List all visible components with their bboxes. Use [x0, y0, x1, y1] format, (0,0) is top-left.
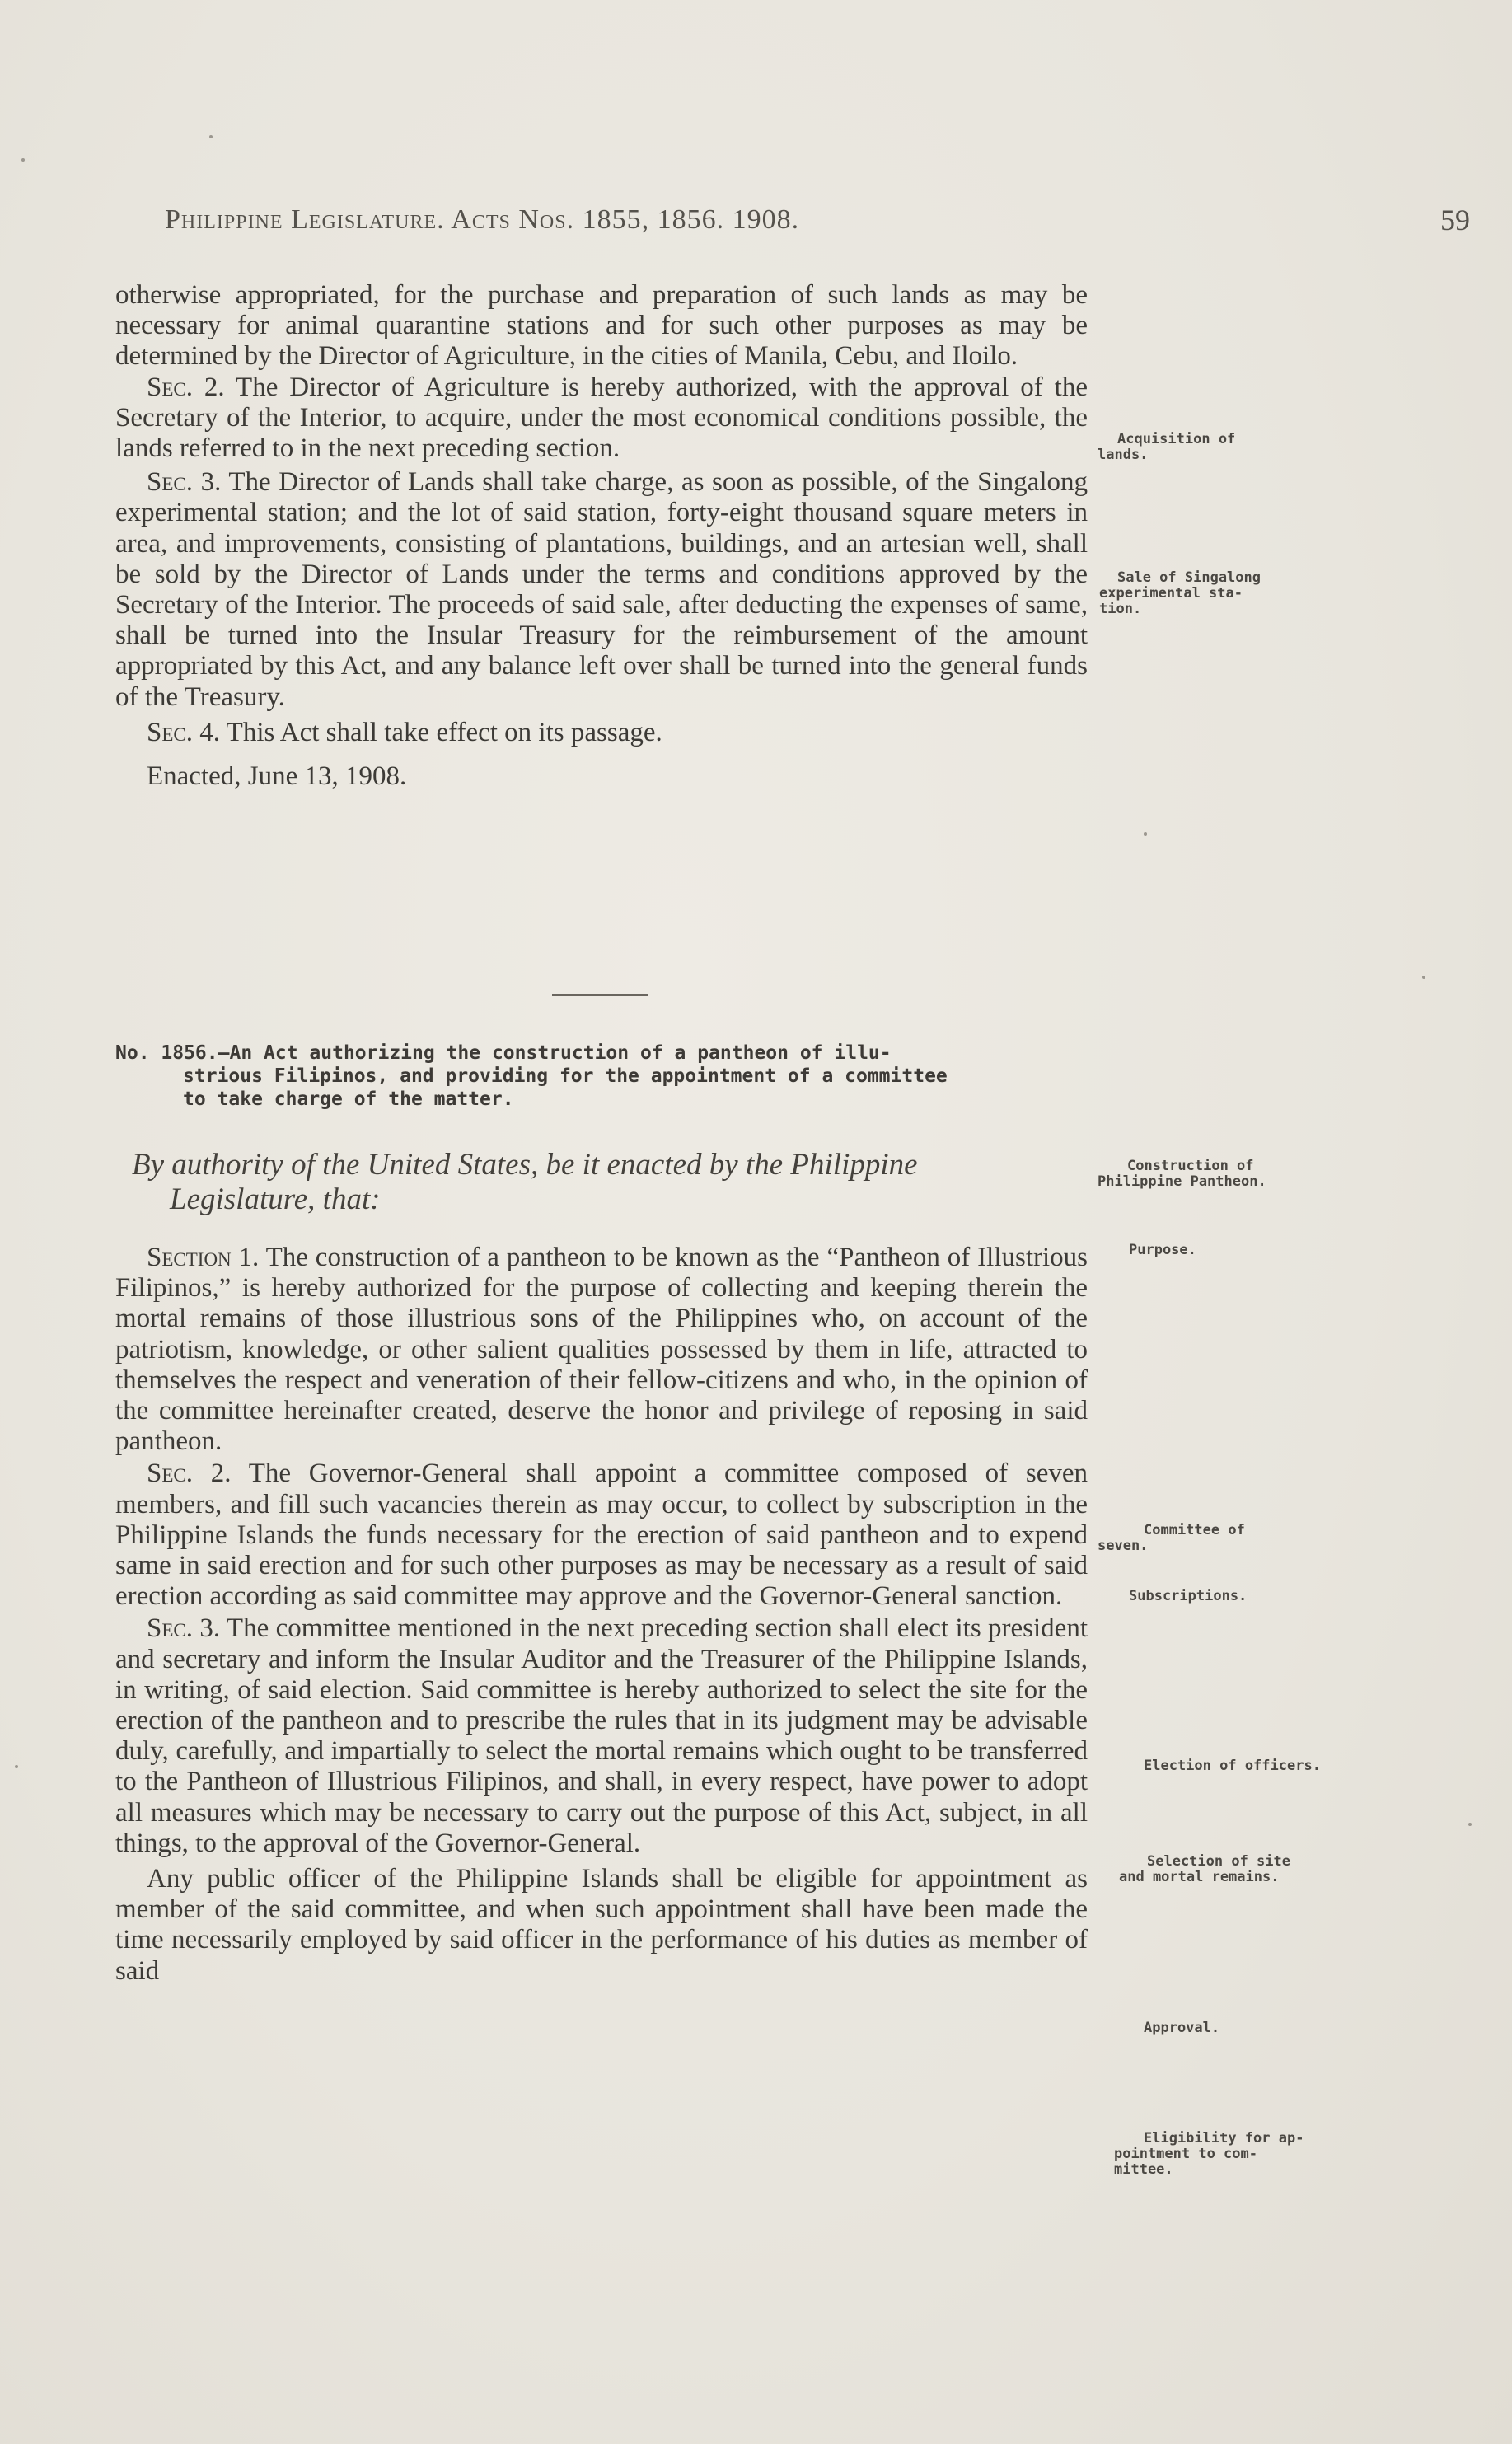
margin-note-line: Acquisition of [1117, 431, 1236, 447]
margin-note-sale [1099, 570, 1261, 617]
act-title-line: No. 1856.—An Act authorizing the construction of a pantheon of illu- [115, 1042, 892, 1064]
act-1855-section-3 [115, 467, 1088, 713]
margin-note-approval: Approval. [1144, 2020, 1220, 2036]
margin-note-line: Selection of site [1147, 1853, 1290, 1870]
act-1856-title [115, 1042, 1084, 1111]
section-label: Sec. 3. [147, 1613, 221, 1644]
margin-note-eligibility [1114, 2131, 1304, 2178]
section-text: The construction of a pantheon to be known as the “Pantheon of Illustrious Filipinos,” is hereby authorized for the purpose of collecting and keeping therein the mortal remains of those illustrious sons of the Philippines who, on account of the patriotism, knowledge, or other salient qualities possessed by them in life, attracted to themselves the respect and veneration of their fellow-citizens and who, in the opinion of the committee hereinafter created, deserve the honor and privilege of reposing in said pantheon. [115, 1243, 1088, 1457]
act-1856-section-2 [115, 1458, 1088, 1612]
continuation-paragraph: otherwise appropriated, for the purchase and preparation of such lands as may be necessary for animal quarantine stations and for such other purposes as may be determined by the Director of Agriculture, in the cities of Manila, Cebu, and Iloilo. [115, 280, 1088, 372]
enacting-line: Legislature, that: [170, 1182, 381, 1216]
margin-note-line: experimental sta- [1099, 585, 1243, 602]
margin-note-line: Sale of Singalong [1117, 569, 1261, 586]
margin-note-line: mittee. [1114, 2161, 1173, 2178]
section-label: Sec. 4. [147, 717, 220, 747]
section-label: Section 1. [147, 1243, 260, 1272]
act-1855-section-4 [115, 718, 1088, 748]
officer-eligibility-paragraph: Any public officer of the Philippine Islands shall be eligible for appointment as member of the said committee, and when such appointment shall have been made the time necessarily employed by said officer in the performance of his duties as member of said [115, 1864, 1088, 1986]
act-1856-section-1 [115, 1243, 1088, 1457]
section-label: Sec. 2. [147, 1458, 232, 1489]
enacted-date: Enacted, June 13, 1908. [147, 761, 407, 792]
margin-note-committee [1098, 1523, 1245, 1554]
enacting-line: By authority of the United States, be it enacted by the Philippine [132, 1148, 918, 1182]
section-text: The Governor-General shall appoint a committee composed of seven members, and fill such vacancies therein as may occur, to collect by subscription in the Philippine Islands the funds necessary for the erection of said pantheon and to expend same in said erection and for such other purposes as may be necessary as a result of said erection according as said committee may approve and the Governor-General sanction. [115, 1458, 1088, 1612]
margin-note-line: Philippine Pantheon. [1098, 1173, 1266, 1190]
section-label: Sec. 2. [147, 372, 225, 402]
margin-note-line: pointment to com- [1114, 2146, 1257, 2162]
act-1855-continuation [115, 280, 1088, 792]
scan-speck [15, 1765, 18, 1768]
margin-note-line: Eligibility for ap- [1144, 2130, 1304, 2147]
margin-note-line: Committee of [1144, 1522, 1245, 1538]
margin-note-selection [1119, 1854, 1290, 1885]
running-header: Philippine Legislature. Acts Nos. 1855, 1856. 1908. [165, 204, 800, 235]
act-title-line: strious Filipinos, and providing for the appointment of a committee [183, 1065, 948, 1087]
act-title-line: to take charge of the matter. [183, 1089, 514, 1110]
margin-note-subscriptions: Subscriptions. [1129, 1588, 1248, 1604]
act-1855-section-2 [115, 372, 1088, 465]
margin-note-acquisition [1098, 432, 1235, 463]
section-label: Sec. 3. [147, 467, 222, 498]
margin-note-construction [1098, 1159, 1266, 1190]
act-1856-section-3 [115, 1613, 1088, 1859]
margin-note-line: Construction of [1127, 1158, 1254, 1174]
margin-note-purpose: Purpose. [1129, 1242, 1196, 1258]
margin-note-line: tion. [1099, 601, 1142, 617]
act-1856-body [115, 1243, 1088, 1987]
scan-speck [209, 135, 213, 138]
margin-note-election: Election of officers. [1144, 1758, 1321, 1774]
section-text: The committee mentioned in the next preceding section shall elect its president and secretary and inform the Insular Auditor and the Treasurer of the Philippine Islands, in writing, of said election. Said committee is hereby authorized to select the site for the erection of the pantheon and to prescribe the rules that in its judgment may be advisable duly, carefully, and impartially to select the mortal remains which ought to be transferred to the Pantheon of Illustrious Filipinos, and shall, in every respect, have power to adopt all measures which may be necessary to carry out the purpose of this Act, subject, in all things, to the approval of the Governor-General. [115, 1613, 1088, 1858]
scan-speck [21, 158, 25, 162]
section-text: The Director of Agriculture is hereby authorized, with the approval of the Secretary of the Interior, to acquire, under the most economical conditions possible, the lands referred to in the next preceding section. [115, 372, 1088, 464]
enacting-clause [132, 1148, 1104, 1217]
section-divider-rule [552, 994, 648, 996]
section-text: This Act shall take effect on its passage. [226, 717, 662, 747]
page-number: 59 [1440, 204, 1470, 236]
margin-note-line: seven. [1098, 1538, 1149, 1554]
margin-note-line: lands. [1098, 447, 1149, 463]
section-text: The Director of Lands shall take charge, as soon as possible, of the Singalong experimental station; and the lot of said station, forty-eight thousand square meters in area, and improvements, consisting of plantations, buildings, and an artesian well, shall be sold by the Director of Lands under the terms and conditions approved by the Secretary of the Interior. The proceeds of said sale, after deducting the expenses of same, shall be turned into the Insular Treasury for the reimbursement of the amount appropriated by this Act, and any balance left over shall be turned into the general funds of the Treasury. [115, 467, 1088, 712]
margin-note-line: and mortal remains. [1119, 1869, 1280, 1885]
scan-speck [1468, 1823, 1472, 1826]
scan-speck [1144, 832, 1147, 836]
scan-speck [1422, 976, 1425, 979]
